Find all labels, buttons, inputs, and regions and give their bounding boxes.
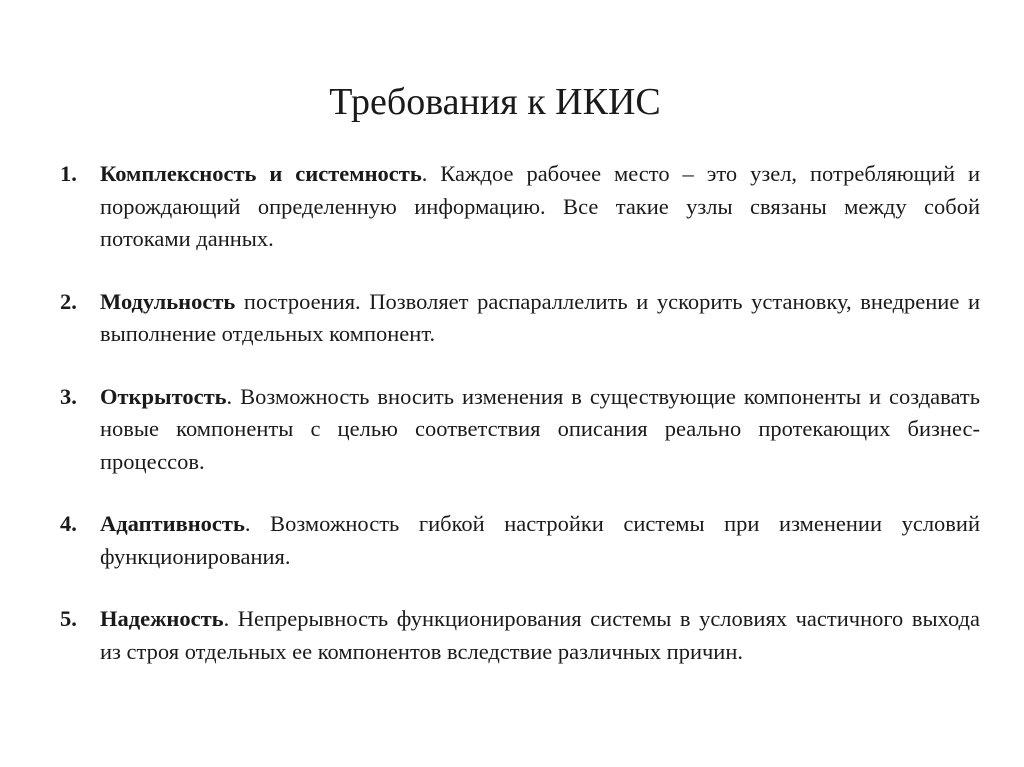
list-item	[60, 508, 980, 573]
list-item	[60, 158, 980, 256]
item-number: 4.	[60, 511, 77, 536]
item-number: 1.	[60, 161, 77, 186]
requirements-list	[60, 158, 980, 668]
item-text: . Каждое рабочее место – это узел, потребляющий и порождающий определенную информацию. Все такие узлы связаны между собой потоками данных.	[100, 161, 980, 251]
item-text: . Возможность вносить изменения в существующие компоненты и создавать новые компоненты с целью соответствия описания реально протекающих бизнес-процессов.	[100, 383, 980, 474]
item-term: Комплексность и системность	[100, 161, 422, 186]
item-term: Модульность	[100, 288, 236, 314]
list-item	[60, 286, 980, 351]
item-number: 3.	[60, 383, 77, 409]
list-item	[60, 381, 980, 479]
list-item	[60, 603, 980, 668]
item-term: Надежность	[100, 606, 224, 631]
item-text: построения. Позволяет распараллелить и ускорить установку, внедрение и выполнение отдельных компонент.	[100, 288, 980, 346]
item-text: . Непрерывность функционирования системы в условиях частичного выхода из строя отдельных ее компонентов вследствие различных причин.	[100, 606, 980, 664]
item-term: Открытость	[100, 383, 227, 409]
item-number: 5.	[60, 606, 77, 631]
item-text: . Возможность гибкой настройки системы при изменении условий функционирования.	[100, 511, 980, 569]
item-number: 2.	[60, 288, 77, 314]
item-term: Адаптивность	[100, 511, 245, 536]
slide-title: Требования к ИКИС	[329, 81, 661, 123]
